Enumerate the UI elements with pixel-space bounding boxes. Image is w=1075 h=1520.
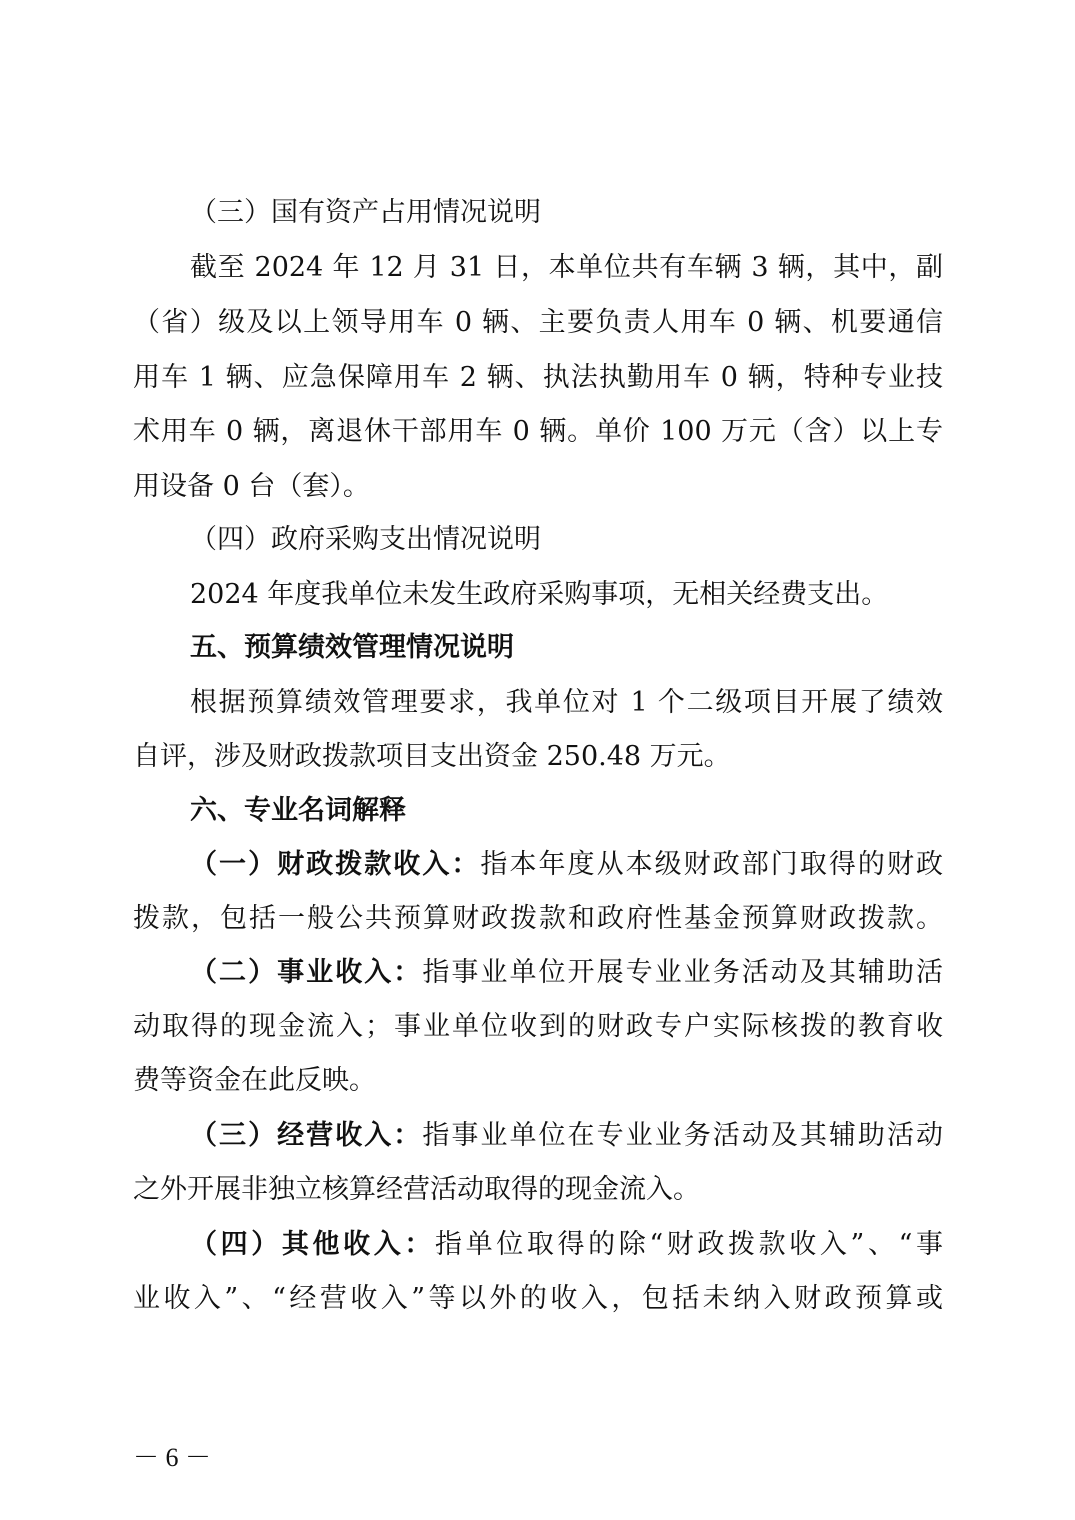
text-line [190,520,943,560]
text-line [190,248,943,288]
line-text: 指本年度从本级财政部门取得的财政 [480,849,943,880]
line-text: 业收入”、“经营收入”等以外的收入，包括未纳入财政预算或 [133,1283,943,1314]
text-line [133,1279,943,1319]
line-text: 2024 年度我单位未发生政府采购事项，无相关经费支出。 [190,579,889,610]
line-text: 之外开展非独立核算经营活动取得的现金流入。 [133,1174,700,1205]
line-label: 六、专业名词解释 [190,795,406,826]
text-line [190,683,943,723]
line-text: 指事业单位在专业业务活动及其辅助活动 [422,1120,943,1151]
text-line [190,575,943,615]
line-text: 用车 1 辆、应急保障用车 2 辆、执法执勤用车 0 辆，特种专业技 [133,362,943,393]
text-line [133,1170,943,1210]
text-line [133,412,943,452]
text-line [133,1007,943,1047]
text-line [190,193,943,233]
line-label: 五、预算绩效管理情况说明 [190,632,514,663]
line-text: 拨款，包括一般公共预算财政拨款和政府性基金预算财政拨款。 [133,903,943,934]
line-text: 费等资金在此反映。 [133,1065,376,1096]
text-line [133,303,943,343]
text-line [190,628,943,668]
text-line [133,1061,943,1101]
line-text: 截至 2024 年 12 月 31 日，本单位共有车辆 3 辆，其中，副 [190,252,943,283]
line-label: （一）财政拨款收入： [190,849,481,880]
text-line [133,737,943,777]
text-line [190,1116,943,1156]
line-label: （二）事业收入： [190,957,423,988]
text-line [190,1225,943,1265]
text-line [190,791,943,831]
line-label: （四）其他收入： [190,1229,435,1260]
line-text: 自评，涉及财政拨款项目支出资金 250.48 万元。 [133,741,731,772]
line-text: 指单位取得的除“财政拨款收入”、“事 [435,1229,943,1260]
text-line [190,845,943,885]
line-text: 指事业单位开展专业业务活动及其辅助活 [422,957,943,988]
line-text: 动取得的现金流入；事业单位收到的财政专户实际核拨的教育收 [133,1011,943,1042]
line-text: 用设备 0 台（套）。 [133,471,370,502]
line-label: （三）经营收入： [190,1120,423,1151]
line-text: 根据预算绩效管理要求，我单位对 1 个二级项目开展了绩效 [190,687,943,718]
line-text: 术用车 0 辆，离退休干部用车 0 辆。单价 100 万元（含）以上专 [133,416,943,447]
line-text: （四）政府采购支出情况说明 [190,524,541,555]
line-text: （三）国有资产占用情况说明 [190,197,541,228]
text-line [133,899,943,939]
text-line [133,358,943,398]
text-line [133,467,943,507]
line-text: （省）级及以上领导用车 0 辆、主要负责人用车 0 辆、机要通信 [133,307,943,338]
page-number: － 6 － [133,1443,212,1472]
text-line [190,953,943,993]
